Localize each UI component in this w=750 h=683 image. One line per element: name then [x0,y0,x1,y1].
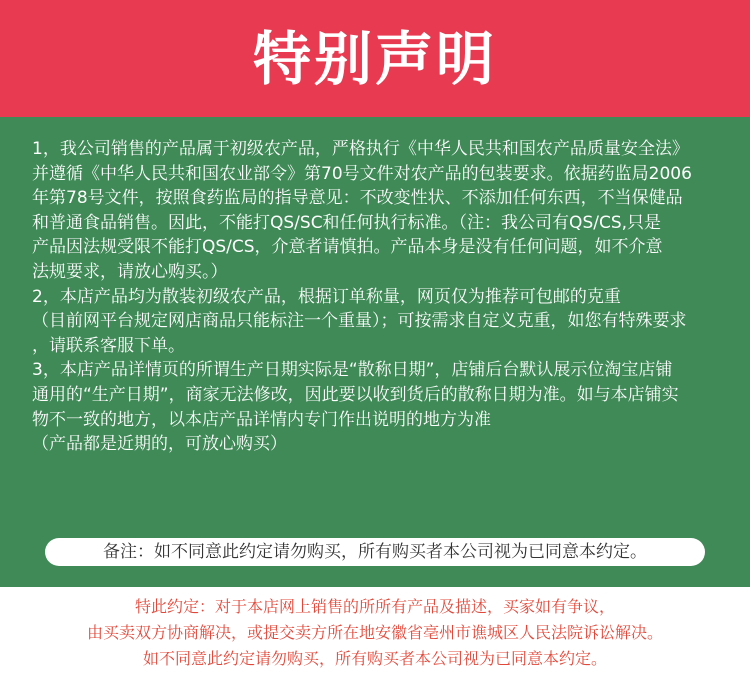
agreement-text-block [0,594,750,672]
agreement-line: 由买卖双方协商解决，或提交卖方所在地安徽省亳州市谯城区人民法院诉讼解决。 [86,623,663,642]
statement-clauses [32,137,737,457]
note-text: 备注：如不同意此约定请勿购买，所有购买者本公司视为已同意本约定。 [103,542,647,562]
clause-line: ，请联系客服下单。 [32,335,185,356]
clause-line: 1，我公司销售的产品属于初级农产品，严格执行《中华人民共和国农产品质量安全法》 [32,139,689,159]
note-box [45,538,705,566]
agreement-line: 特此约定：对于本店网上销售的所所有产品及描述，买家如有争议， [134,597,615,616]
agreement-line: 如不同意此约定请勿购买，所有购买者本公司视为已同意本约定。 [142,649,607,668]
clause-line: 产品因法规受限不能打QS/CS，介意者请慎拍。产品本身是没有任何问题，如不介意 [32,237,663,258]
clause-line: 通用的“生产日期”，商家无法修改，因此要以收到货后的散称日期为准。如与本店铺实 [32,384,679,405]
clause-line: 物不一致的地方，以本店产品详情内专门作出说明的地方为准 [32,409,491,430]
clause-line: 年第78号文件，按照食药监局的指导意见：不改变性状、不添加任何东西，不当保健品 [32,188,683,209]
clause-line: 和普通食品销售。因此，不能打QS/SC和任何执行标准。（注：我公司有QS/CS,只是 [32,212,662,233]
clause-line: （目前网平台规定网店商品只能标注一个重量）；可按需求自定义克重，如您有特殊要求 [32,311,687,332]
clause-line: 法规要求，请放心购买。） [32,261,228,282]
clause-line: （产品都是近期的，可放心购买） [32,434,287,455]
clause-line: 3，本店产品详情页的所谓生产日期实际是“散称日期”，店铺后台默认展示位淘宝店铺 [32,360,673,381]
page-title: 特别声明 [252,25,497,93]
clause-line: 2，本店产品均为散装初级农产品，根据订单称量，网页仅为推荐可包邮的克重 [32,286,621,307]
clause-line: 并遵循《中华人民共和国农业部令》第70号文件对农产品的包装要求。依据药监局2006 [32,163,692,184]
title-banner [0,0,750,117]
